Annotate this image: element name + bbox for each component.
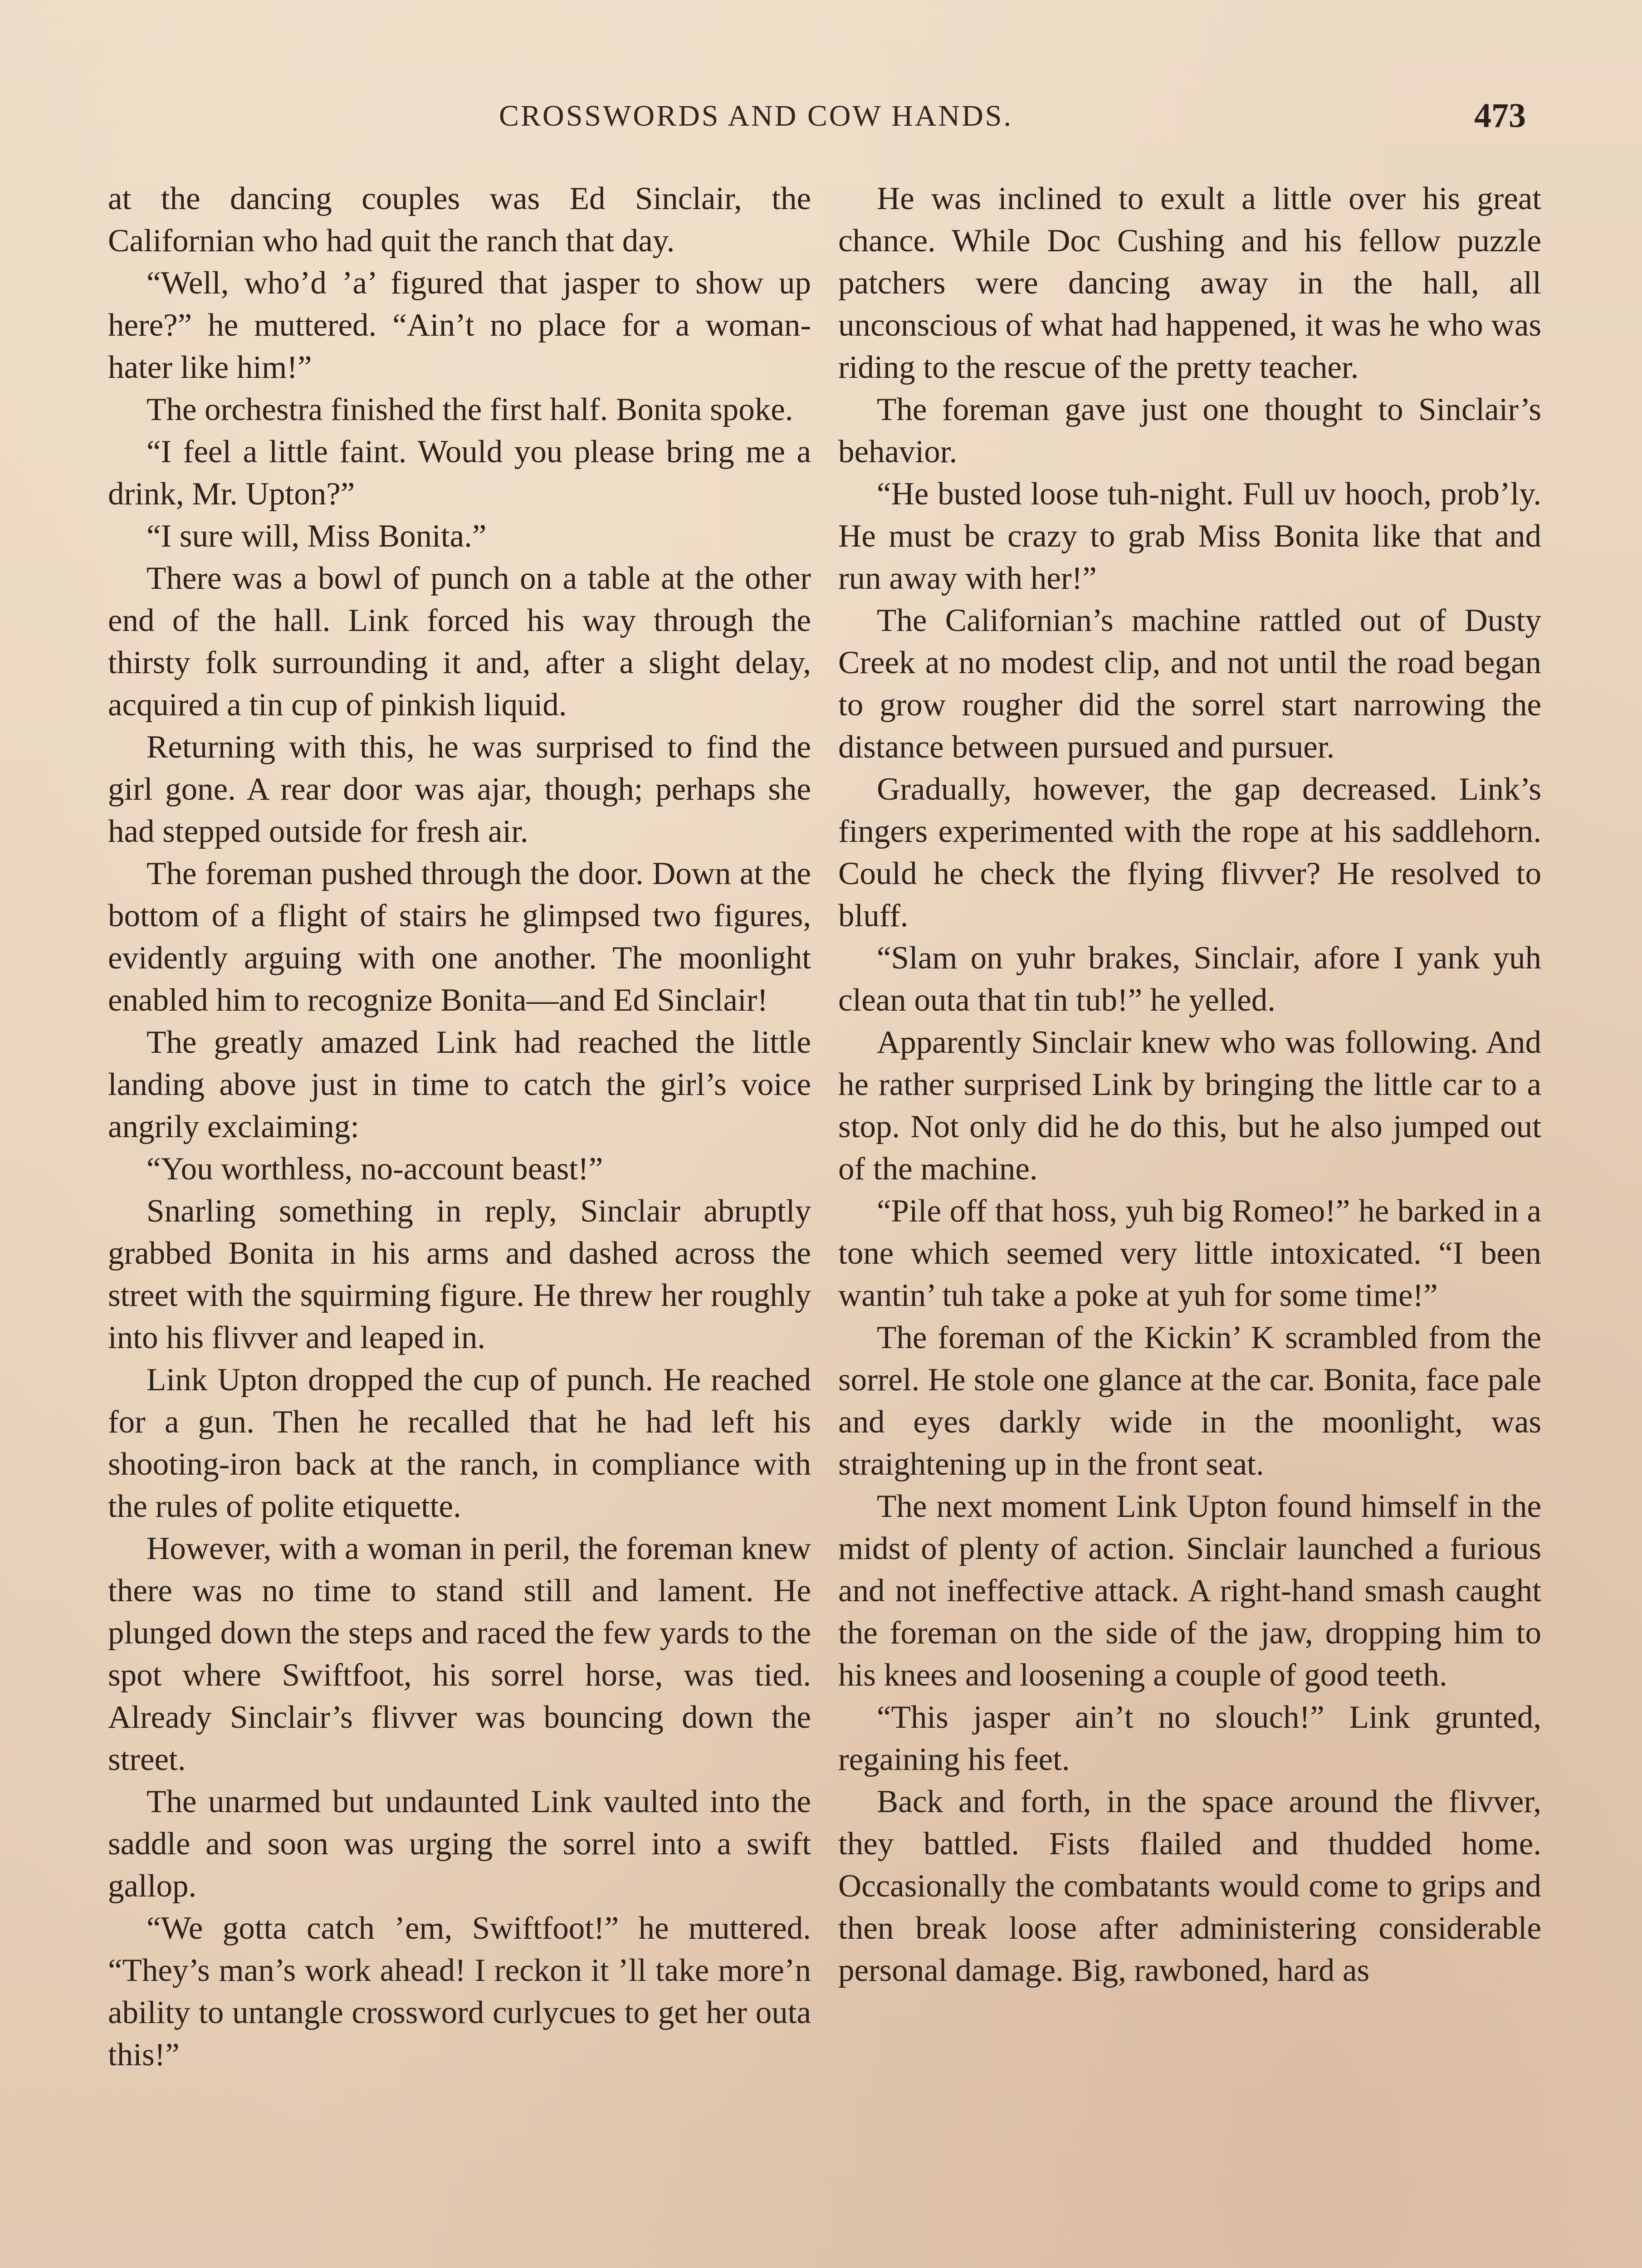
paragraph: The next moment Link Upton found himself in the midst of plenty of action. Sinclair launched a furious and not ineffective attack. A right-hand smash caught the foreman on the side of the jaw, dropping him to his knees and loosening a couple of good teeth. [838, 1489, 1541, 1693]
right-text-column [838, 178, 1541, 1992]
paragraph: The orchestra finished the first half. Bonita spoke. [147, 392, 793, 427]
paragraph: There was a bowl of punch on a table at the other end of the hall. Link forced his way through the thirsty folk surrounding it and, after a slight delay, acquired a tin cup of pinkish liquid. [108, 561, 811, 723]
paragraph: The foreman pushed through the door. Down at the bottom of a flight of stairs he glimpsed two figures, evidently arguing with one another. The moonlight enabled him to recognize Bonita—and Ed Sinclair! [108, 856, 811, 1018]
paragraph: He was inclined to exult a little over his great chance. While Doc Cushing and his fellow puzzle patchers were dancing away in the hall, all unconscious of what had happened, it was he who was riding to the rescue of the pretty teacher. [838, 181, 1541, 385]
paragraph: “We gotta catch ’em, Swiftfoot!” he muttered. “They’s man’s work ahead! I reckon it ’ll take more’n ability to untangle crossword curlycues to get her outa this!” [108, 1911, 811, 2072]
paragraph: at the dancing couples was Ed Sinclair, the Californian who had quit the ranch that day. [108, 181, 811, 259]
paragraph: The Californian’s machine rattled out of Dusty Creek at no modest clip, and not until the road began to grow rougher did the sorrel start narrowing the distance between pursued and pursuer. [838, 603, 1541, 765]
paragraph: Returning with this, he was surprised to find the girl gone. A rear door was ajar, though; perhaps she had stepped outside for fresh air. [108, 729, 811, 849]
paragraph: “Slam on yuhr brakes, Sinclair, afore I yank yuh clean outa that tin tub!” he yelled. [838, 940, 1541, 1018]
paragraph: “Well, who’d ’a’ figured that jasper to show up here?” he muttered. “Ain’t no place for a woman-hater like him!” [108, 265, 811, 385]
paragraph: “You worthless, no-account beast!” [147, 1151, 603, 1187]
left-text-column [108, 178, 811, 2076]
paragraph: The unarmed but undaunted Link vaulted into the saddle and soon was urging the sorrel into a swift gallop. [108, 1784, 811, 1904]
paragraph: The foreman gave just one thought to Sinclair’s behavior. [838, 392, 1541, 469]
paragraph: “I feel a little faint. Would you please bring me a drink, Mr. Upton?” [108, 434, 811, 512]
paragraph: The greatly amazed Link had reached the little landing above just in time to catch the girl’s voice angrily exclaiming: [108, 1025, 811, 1144]
paragraph: “Pile off that hoss, yuh big Romeo!” he barked in a tone which seemed very little intoxicated. “I been wantin’ tuh take a poke at yuh for some time!” [838, 1193, 1541, 1313]
paragraph: “He busted loose tuh-night. Full uv hooch, prob’ly. He must be crazy to grab Miss Bonita like that and run away with her!” [838, 476, 1541, 596]
paragraph: The foreman of the Kickin’ K scrambled from the sorrel. He stole one glance at the car. Bonita, face pale and eyes darkly wide in the moonlight, was straightening up in the front seat. [838, 1320, 1541, 1482]
paragraph: Apparently Sinclair knew who was following. And he rather surprised Link by bringing the little car to a stop. Not only did he do this, but he also jumped out of the machine. [838, 1025, 1541, 1187]
paragraph: “I sure will, Miss Bonita.” [147, 518, 487, 554]
page-header [0, 99, 1642, 149]
paragraph: Snarling something in reply, Sinclair abruptly grabbed Bonita in his arms and dashed across the street with the squirming figure. He threw her roughly into his flivver and leaped in. [108, 1193, 811, 1355]
paragraph: Gradually, however, the gap decreased. Link’s fingers experimented with the rope at his saddlehorn. Could he check the flying flivver? He resolved to bluff. [838, 772, 1541, 934]
page-number: 473 [1474, 97, 1526, 135]
paragraph: However, with a woman in peril, the foreman knew there was no time to stand still and lament. He plunged down the steps and raced the few yards to the spot where Swiftfoot, his sorrel horse, was tied. Already Sinclair’s flivver was bouncing down the street. [108, 1531, 811, 1777]
paragraph: Back and forth, in the space around the flivver, they battled. Fists flailed and thudded home. Occasionally the combatants would come to grips and then break loose after administering considerable personal damage. Big, rawboned, hard as [838, 1784, 1541, 1988]
paragraph: Link Upton dropped the cup of punch. He reached for a gun. Then he recalled that he had left his shooting-iron back at the ranch, in compliance with the rules of polite etiquette. [108, 1362, 811, 1524]
running-title: CROSSWORDS AND COW HANDS. [499, 99, 1013, 132]
paragraph: “This jasper ain’t no slouch!” Link grunted, regaining his feet. [838, 1700, 1541, 1777]
